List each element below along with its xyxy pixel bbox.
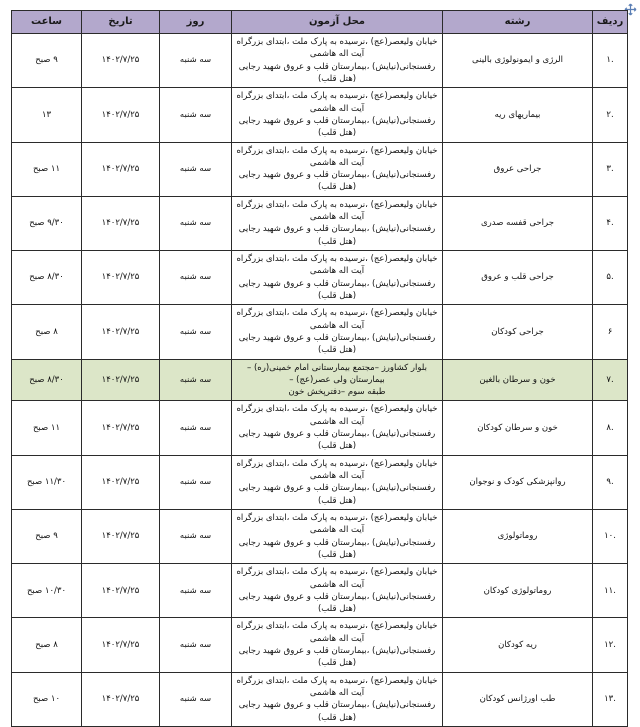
cell-field: جراحی قفسه صدری <box>443 196 593 250</box>
cell-venue <box>232 618 443 672</box>
cell-day: سه شنبه <box>160 401 232 455</box>
cell-time: ۱۱ صبح <box>12 142 82 196</box>
table-body <box>12 34 628 727</box>
table-row <box>12 509 628 563</box>
cell-time: ۱۱ صبح <box>12 401 82 455</box>
venue-line-2: رفسنجانی(نیایش) ،بیمارستان قلب و عروق شهید رجایی (هتل قلب) <box>238 537 436 560</box>
cell-venue <box>232 401 443 455</box>
table-row <box>12 305 628 359</box>
cell-time: ۱۱/۳۰ صبح <box>12 455 82 509</box>
cell-day: سه شنبه <box>160 564 232 618</box>
cell-field: جراحی قلب و عروق <box>443 251 593 305</box>
cell-row-number: .۱۰ <box>593 509 628 563</box>
cell-venue <box>232 564 443 618</box>
cell-day: سه شنبه <box>160 88 232 142</box>
schedule-table-container <box>12 10 628 727</box>
table-header-row <box>12 11 628 34</box>
cell-date: ۱۴۰۲/۷/۲۵ <box>82 455 160 509</box>
cell-venue <box>232 509 443 563</box>
cell-day: سه شنبه <box>160 509 232 563</box>
cell-venue <box>232 88 443 142</box>
table-row <box>12 401 628 455</box>
cell-venue <box>232 34 443 88</box>
cell-date: ۱۴۰۲/۷/۲۵ <box>82 509 160 563</box>
venue-line-2: رفسنجانی(نیایش) ،بیمارستان قلب و عروق شهید رجایی (هتل قلب) <box>238 332 436 356</box>
cell-time: ۹ صبح <box>12 509 82 563</box>
cell-date: ۱۴۰۲/۷/۲۵ <box>82 251 160 305</box>
table-row <box>12 34 628 88</box>
venue-line-1: خیابان ولیعصر(عج) ،نرسیده به پارک ملت ،ابتدای بزرگراه آیت اله هاشمی <box>236 145 438 168</box>
cell-field: طب اورژانس کودکان <box>443 672 593 726</box>
column-header-venue: محل آزمون <box>232 11 443 34</box>
table-row <box>12 142 628 196</box>
cell-day: سه شنبه <box>160 359 232 401</box>
cell-row-number: .۸ <box>593 401 628 455</box>
table-row <box>12 618 628 672</box>
venue-line-1: خیابان ولیعصر(عج) ،نرسیده به پارک ملت ،ابتدای بزرگراه آیت اله هاشمی <box>236 458 438 481</box>
venue-line-2: طبقه سوم –دفترپخش خون <box>288 387 386 398</box>
venue-line-2: رفسنجانی(نیایش) ،بیمارستان قلب و عروق شهید رجایی (هتل قلب) <box>238 483 436 506</box>
cell-row-number: .۳ <box>593 142 628 196</box>
table-row <box>12 251 628 305</box>
column-header-day: روز <box>160 11 232 34</box>
cell-day: سه شنبه <box>160 34 232 88</box>
cell-row-number: .۱۱ <box>593 564 628 618</box>
cell-row-number: .۱۲ <box>593 618 628 672</box>
cell-date: ۱۴۰۲/۷/۲۵ <box>82 142 160 196</box>
cell-day: سه شنبه <box>160 196 232 250</box>
cell-day: سه شنبه <box>160 251 232 305</box>
cell-date: ۱۴۰۲/۷/۲۵ <box>82 401 160 455</box>
table-row <box>12 196 628 250</box>
cell-field: روماتولوژی <box>443 509 593 563</box>
cell-date: ۱۴۰۲/۷/۲۵ <box>82 34 160 88</box>
cell-row-number: .۲ <box>593 88 628 142</box>
venue-line-1: خیابان ولیعصر(عج) ،نرسیده به پارک ملت ،ابتدای بزرگراه آیت اله هاشمی <box>236 37 438 60</box>
table-row <box>12 455 628 509</box>
cell-row-number: ۶ <box>593 305 628 359</box>
venue-line-1: خیابان ولیعصر(عج) ،نرسیده به پارک ملت ،ابتدای بزرگراه آیت اله هاشمی <box>236 567 438 590</box>
cell-date: ۱۴۰۲/۷/۲۵ <box>82 564 160 618</box>
cell-date: ۱۴۰۲/۷/۲۵ <box>82 672 160 726</box>
table-row <box>12 359 628 401</box>
venue-line-2: رفسنجانی(نیایش) ،بیمارستان قلب و عروق شهید رجایی (هتل قلب) <box>238 115 436 139</box>
cell-venue <box>232 455 443 509</box>
venue-line-2: رفسنجانی(نیایش) ،بیمارستان قلب و عروق شهید رجایی (هتل قلب) <box>238 170 436 193</box>
cell-date: ۱۴۰۲/۷/۲۵ <box>82 359 160 401</box>
cell-field: روماتولوژی کودکان <box>443 564 593 618</box>
cell-time: ۸/۳۰ صبح <box>12 251 82 305</box>
cell-venue <box>232 142 443 196</box>
cell-date: ۱۴۰۲/۷/۲۵ <box>82 196 160 250</box>
cell-time: ۱۰ صبح <box>12 672 82 726</box>
cell-row-number: .۱ <box>593 34 628 88</box>
venue-line-1: بلوار کشاورز –مجتمع بیمارستانی امام خمینی(ره) –بیمارستان ولی عصر(عج) – <box>247 362 427 385</box>
venue-line-2: رفسنجانی(نیایش) ،بیمارستان قلب و عروق شهید رجایی (هتل قلب) <box>238 278 436 301</box>
cell-time: ۱۰/۳۰ صبح <box>12 564 82 618</box>
cell-field: روانپزشکی کودک و نوجوان <box>443 455 593 509</box>
venue-line-1: خیابان ولیعصر(عج) ،نرسیده به پارک ملت ،ابتدای بزرگراه آیت اله هاشمی <box>236 91 438 114</box>
cell-day: سه شنبه <box>160 672 232 726</box>
cell-row-number: .۴ <box>593 196 628 250</box>
cell-venue <box>232 359 443 401</box>
cell-venue <box>232 672 443 726</box>
venue-line-2: رفسنجانی(نیایش) ،بیمارستان قلب و عروق شهید رجایی (هتل قلب) <box>238 224 436 247</box>
cell-date: ۱۴۰۲/۷/۲۵ <box>82 88 160 142</box>
cell-day: سه شنبه <box>160 305 232 359</box>
column-header-field: رشته <box>443 11 593 34</box>
venue-line-1: خیابان ولیعصر(عج) ،نرسیده به پارک ملت ،ابتدای بزرگراه آیت اله هاشمی <box>236 199 438 223</box>
column-header-time: ساعت <box>12 11 82 34</box>
cell-row-number: .۵ <box>593 251 628 305</box>
cell-day: سه شنبه <box>160 142 232 196</box>
column-header-date: تاریخ <box>82 11 160 34</box>
venue-line-1: خیابان ولیعصر(عج) ،نرسیده به پارک ملت ،ابتدای بزرگراه آیت اله هاشمی <box>236 512 438 536</box>
venue-line-2: رفسنجانی(نیایش) ،بیمارستان قلب و عروق شهید رجایی (هتل قلب) <box>238 429 436 452</box>
cell-venue <box>232 196 443 250</box>
cell-field: بیماریهای ریه <box>443 88 593 142</box>
venue-line-2: رفسنجانی(نیایش) ،بیمارستان قلب و عروق شهید رجایی (هتل قلب) <box>238 61 436 84</box>
venue-line-1: خیابان ولیعصر(عج) ،نرسیده به پارک ملت ،ابتدای بزرگراه آیت اله هاشمی <box>236 308 438 331</box>
cell-time: ۸ صبح <box>12 618 82 672</box>
cell-time: ۹ صبح <box>12 34 82 88</box>
venue-line-2: رفسنجانی(نیایش) ،بیمارستان قلب و عروق شهید رجایی (هتل قلب) <box>238 646 436 669</box>
table-row <box>12 88 628 142</box>
column-header-row-number: ردیف <box>593 11 628 34</box>
cell-time: ۸ صبح <box>12 305 82 359</box>
venue-line-1: خیابان ولیعصر(عج) ،نرسیده به پارک ملت ،ابتدای بزرگراه آیت اله هاشمی <box>236 621 438 644</box>
cell-field: خون و سرطان بالغین <box>443 359 593 401</box>
venue-line-1: خیابان ولیعصر(عج) ،نرسیده به پارک ملت ،ابتدای بزرگراه آیت اله هاشمی <box>236 404 438 427</box>
cell-venue <box>232 251 443 305</box>
cell-day: سه شنبه <box>160 618 232 672</box>
cell-date: ۱۴۰۲/۷/۲۵ <box>82 305 160 359</box>
table-row <box>12 564 628 618</box>
cell-field: ریه کودکان <box>443 618 593 672</box>
cell-row-number: .۷ <box>593 359 628 401</box>
cell-field: خون و سرطان کودکان <box>443 401 593 455</box>
cell-field: الرژی و ایمونولوژی بالینی <box>443 34 593 88</box>
cell-row-number: .۹ <box>593 455 628 509</box>
cell-time: ۹/۳۰ صبح <box>12 196 82 250</box>
cell-row-number: .۱۳ <box>593 672 628 726</box>
cell-time: ۸/۳۰ صبح <box>12 359 82 401</box>
cell-field: جراحی عروق <box>443 142 593 196</box>
table-row <box>12 672 628 726</box>
exam-schedule-table <box>11 10 628 727</box>
cell-venue <box>232 305 443 359</box>
venue-line-1: خیابان ولیعصر(عج) ،نرسیده به پارک ملت ،ابتدای بزرگراه آیت اله هاشمی <box>236 254 438 277</box>
cell-field: جراحی کودکان <box>443 305 593 359</box>
cell-day: سه شنبه <box>160 455 232 509</box>
venue-line-2: رفسنجانی(نیایش) ،بیمارستان قلب و عروق شهید رجایی (هتل قلب) <box>238 591 436 615</box>
cell-date: ۱۴۰۲/۷/۲۵ <box>82 618 160 672</box>
venue-line-2: رفسنجانی(نیایش) ،بیمارستان قلب و عروق شهید رجایی (هتل قلب) <box>238 700 436 723</box>
venue-line-1: خیابان ولیعصر(عج) ،نرسیده به پارک ملت ،ابتدای بزرگراه آیت اله هاشمی <box>236 675 438 698</box>
cell-time: ۱۳ <box>12 88 82 142</box>
